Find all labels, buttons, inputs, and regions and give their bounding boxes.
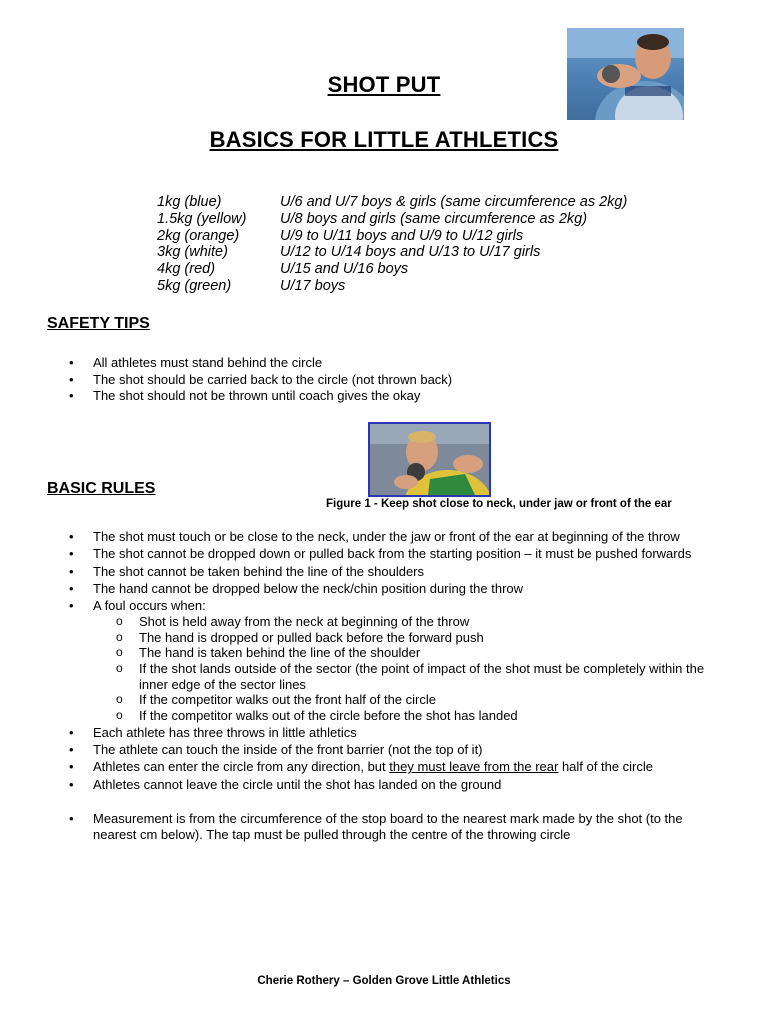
sub-list-item: o If the competitor walks out the front half of the circle [116,692,719,708]
weight-description: U/12 to U/14 boys and U/13 to U/17 girls [280,244,541,261]
weight-label: 3kg (white) [157,244,228,261]
basic-rules-list [69,529,719,844]
weight-label: 1kg (blue) [157,194,222,210]
figure-caption: Figure 1 - Keep shot close to neck, under jaw or front of the ear [326,498,672,510]
list-item [69,598,719,723]
sub-list-item: o Shot is held away from the neck at beginning of the throw [116,614,719,630]
weight-row [157,211,627,228]
weight-row [157,244,627,261]
sub-list-item: o The hand is dropped or pulled back before the forward push [116,630,719,646]
weight-label: 5kg (green) [157,277,232,294]
page-subtitle: BASICS FOR LITTLE ATHLETICS [209,127,559,152]
list-item: • Measurement is from the circumference of the stop board to the nearest mark made by the shot (to the nearest cm below). The tap must be pulled through the centre of the throwing circle [69,811,719,843]
basic-rules-heading: BASIC RULES [47,480,156,497]
foul-intro: A foul occurs when: [93,598,206,614]
sub-list-item: o If the shot lands outside of the sector (the point of impact of the shot must be completely within the inner edge of the sector lines [116,661,719,692]
weights-table [157,194,627,295]
weight-row [157,278,627,295]
enter-text-underlined: they must leave from the rear [389,759,559,775]
weight-row [157,261,627,278]
weight-description: U/9 to U/11 boys and U/9 to U/12 girls [280,227,524,244]
weight-label: 2kg (orange) [157,227,240,244]
weight-description: U/15 and U/16 boys [280,261,409,278]
list-item: • The athlete can touch the inside of the front barrier (not the top of it) [69,742,719,758]
list-item: • The shot cannot be dropped down or pulled back from the starting position – it must be pushed forwards [69,546,719,562]
figure-1-photo [368,422,491,497]
weight-description: U/6 and U/7 boys & girls (same circumference as 2kg) [280,194,628,210]
list-item: • The shot should not be thrown until coach gives the okay [69,388,719,404]
safety-tips-heading: SAFETY TIPS [47,315,150,332]
list-item: • Each athlete has three throws in little athletics [69,725,719,741]
sub-list-item: o If the competitor walks out of the circle before the shot has landed [116,708,719,724]
page-title: SHOT PUT [327,72,441,97]
list-item [69,759,719,775]
foul-sublist [116,614,719,723]
enter-text-post: half of the circle [558,759,653,775]
weight-description: U/8 boys and girls (same circumference as 2kg) [280,210,588,227]
weight-description: U/17 boys [280,277,346,294]
list-item: • All athletes must stand behind the circle [69,355,719,371]
safety-tips-list [69,355,719,405]
page-footer: Cherie Rothery – Golden Grove Little Athletics [257,975,511,987]
list-item: • The shot must touch or be close to the neck, under the jaw or front of the ear at beginning of the throw [69,529,719,545]
weight-row [157,194,627,211]
weight-label: 1.5kg (yellow) [157,210,247,227]
enter-text-pre: Athletes can enter the circle from any direction, but [93,759,390,775]
weight-label: 4kg (red) [157,261,216,278]
weight-row [157,228,627,245]
list-item: • The shot cannot be taken behind the line of the shoulders [69,564,719,580]
list-item: • Athletes cannot leave the circle until the shot has landed on the ground [69,777,719,793]
list-item: • The hand cannot be dropped below the neck/chin position during the throw [69,581,719,597]
list-item: • The shot should be carried back to the circle (not thrown back) [69,372,719,388]
sub-list-item: o The hand is taken behind the line of the shoulder [116,645,719,661]
